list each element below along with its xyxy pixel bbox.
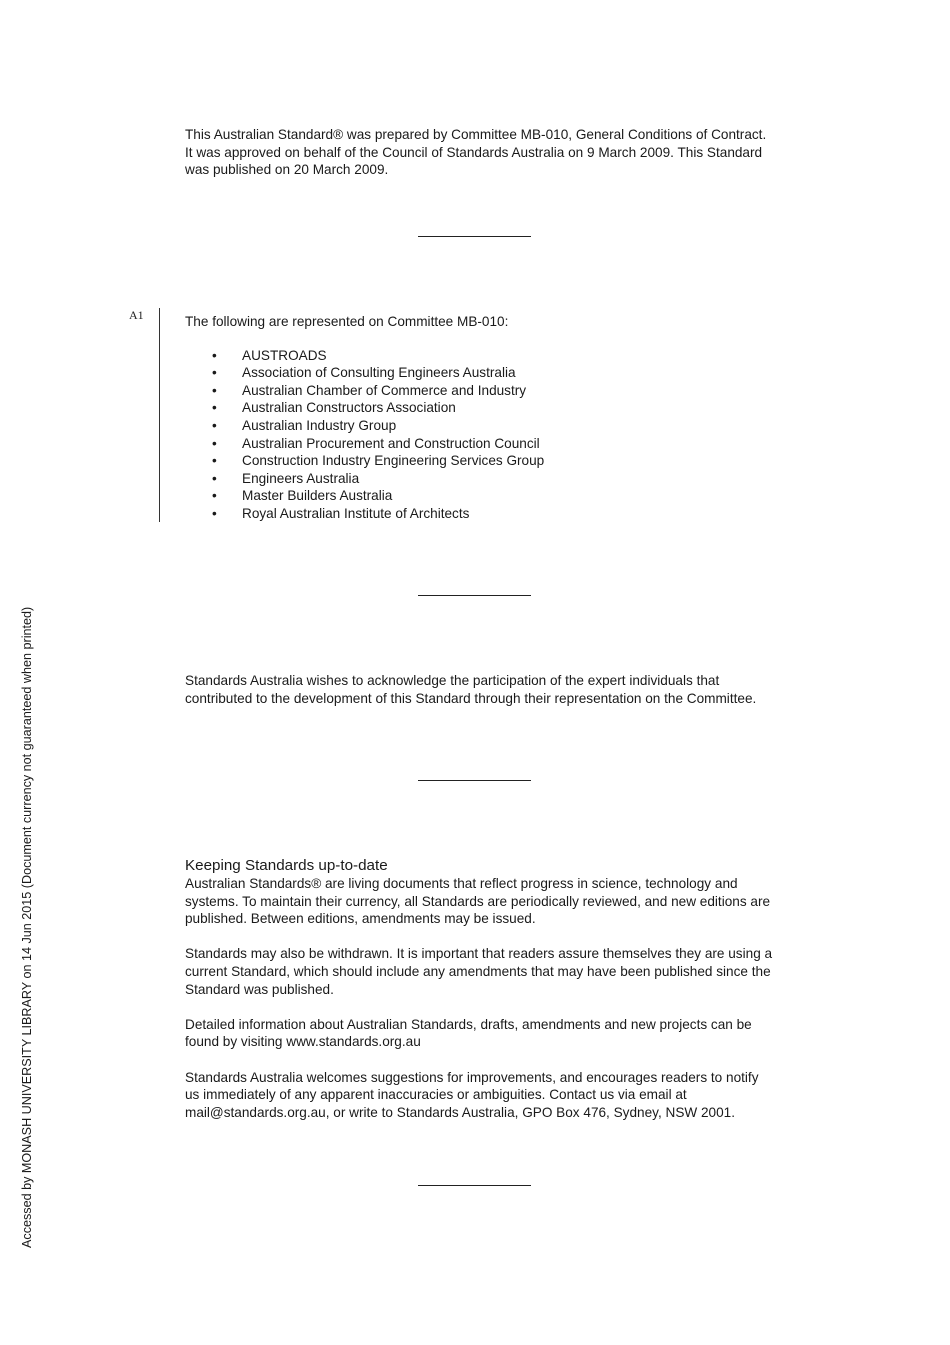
- keeping-paragraph: Detailed information about Australian Standards, drafts, amendments and new projects can be found by visiting www.standards.org.au: [185, 1016, 752, 1050]
- keeping-paragraph: Australian Standards® are living documents that reflect progress in science, technology and systems. To maintain their currency, all Standards are periodically reviewed, and new editions are published. Between editions, amendments may be issued.: [185, 876, 771, 927]
- member-name: Engineers Australia: [242, 470, 360, 486]
- list-item: [185, 364, 775, 382]
- member-name: Australian Chamber of Commerce and Industry: [242, 382, 527, 398]
- committee-member-list: [185, 347, 775, 523]
- section-divider: [418, 1185, 531, 1186]
- list-item: [185, 417, 775, 435]
- list-item: [185, 470, 775, 488]
- keeping-standards-section: [185, 857, 775, 1121]
- amendment-marker: A1: [129, 308, 144, 322]
- bullet-icon: •: [212, 400, 217, 416]
- member-name: Australian Constructors Association: [242, 400, 456, 416]
- list-item: [185, 399, 775, 417]
- bullet-icon: •: [212, 347, 217, 363]
- keeping-standards-heading: Keeping Standards up-to-date: [185, 857, 388, 874]
- section-divider: [418, 595, 531, 596]
- list-item: [185, 452, 775, 470]
- access-notice: Accessed by MONASH UNIVERSITY LIBRARY on 14 Jun 2015 (Document currency not guaranteed when printed): [20, 606, 34, 1248]
- keeping-paragraph: Standards Australia welcomes suggestions for improvements, and encourages readers to notify us immediately of any apparent inaccuracies or ambiguities. Contact us via email at mail@standards.org.au, or write to Standards Australia, GPO Box 476, Sydney, NSW 2001.: [185, 1069, 759, 1120]
- acknowledgement-section: [185, 672, 775, 707]
- list-item: [185, 435, 775, 453]
- bullet-icon: •: [212, 417, 217, 433]
- member-name: Australian Industry Group: [242, 417, 397, 433]
- member-name: Association of Consulting Engineers Australia: [242, 365, 516, 381]
- member-name: Australian Procurement and Construction Council: [242, 435, 540, 451]
- section-divider: [418, 236, 531, 237]
- keeping-paragraph: Standards may also be withdrawn. It is important that readers assure themselves they are using a current Standard, which should include any amendments that may have been published since the Standard was published.: [185, 946, 773, 997]
- list-item: [185, 382, 775, 400]
- list-item: [185, 347, 775, 365]
- bullet-icon: •: [212, 453, 217, 469]
- list-item: [185, 505, 775, 523]
- section-divider: [418, 780, 531, 781]
- list-item: [185, 487, 775, 505]
- bullet-icon: •: [212, 435, 217, 451]
- amendment-change-bar: [159, 308, 160, 522]
- committee-section: [185, 313, 775, 523]
- bullet-icon: •: [212, 365, 217, 381]
- bullet-icon: •: [212, 382, 217, 398]
- bullet-icon: •: [212, 470, 217, 486]
- committee-lead: The following are represented on Committee MB-010:: [185, 314, 509, 329]
- preparation-statement: [185, 126, 775, 179]
- preparation-text: This Australian Standard® was prepared by Committee MB-010, General Conditions of Contract. It was approved on behalf of the Council of Standards Australia on 9 March 2009. This Standard was published on 20 March 2009.: [185, 127, 767, 178]
- bullet-icon: •: [212, 505, 217, 521]
- acknowledgement-text: Standards Australia wishes to acknowledge the participation of the expert individuals that contributed to the development of this Standard through their representation on the Committee.: [185, 673, 757, 706]
- member-name: Royal Australian Institute of Architects: [242, 505, 470, 521]
- member-name: Construction Industry Engineering Services Group: [242, 453, 545, 469]
- member-name: Master Builders Australia: [242, 488, 393, 504]
- member-name: AUSTROADS: [242, 347, 327, 363]
- bullet-icon: •: [212, 488, 217, 504]
